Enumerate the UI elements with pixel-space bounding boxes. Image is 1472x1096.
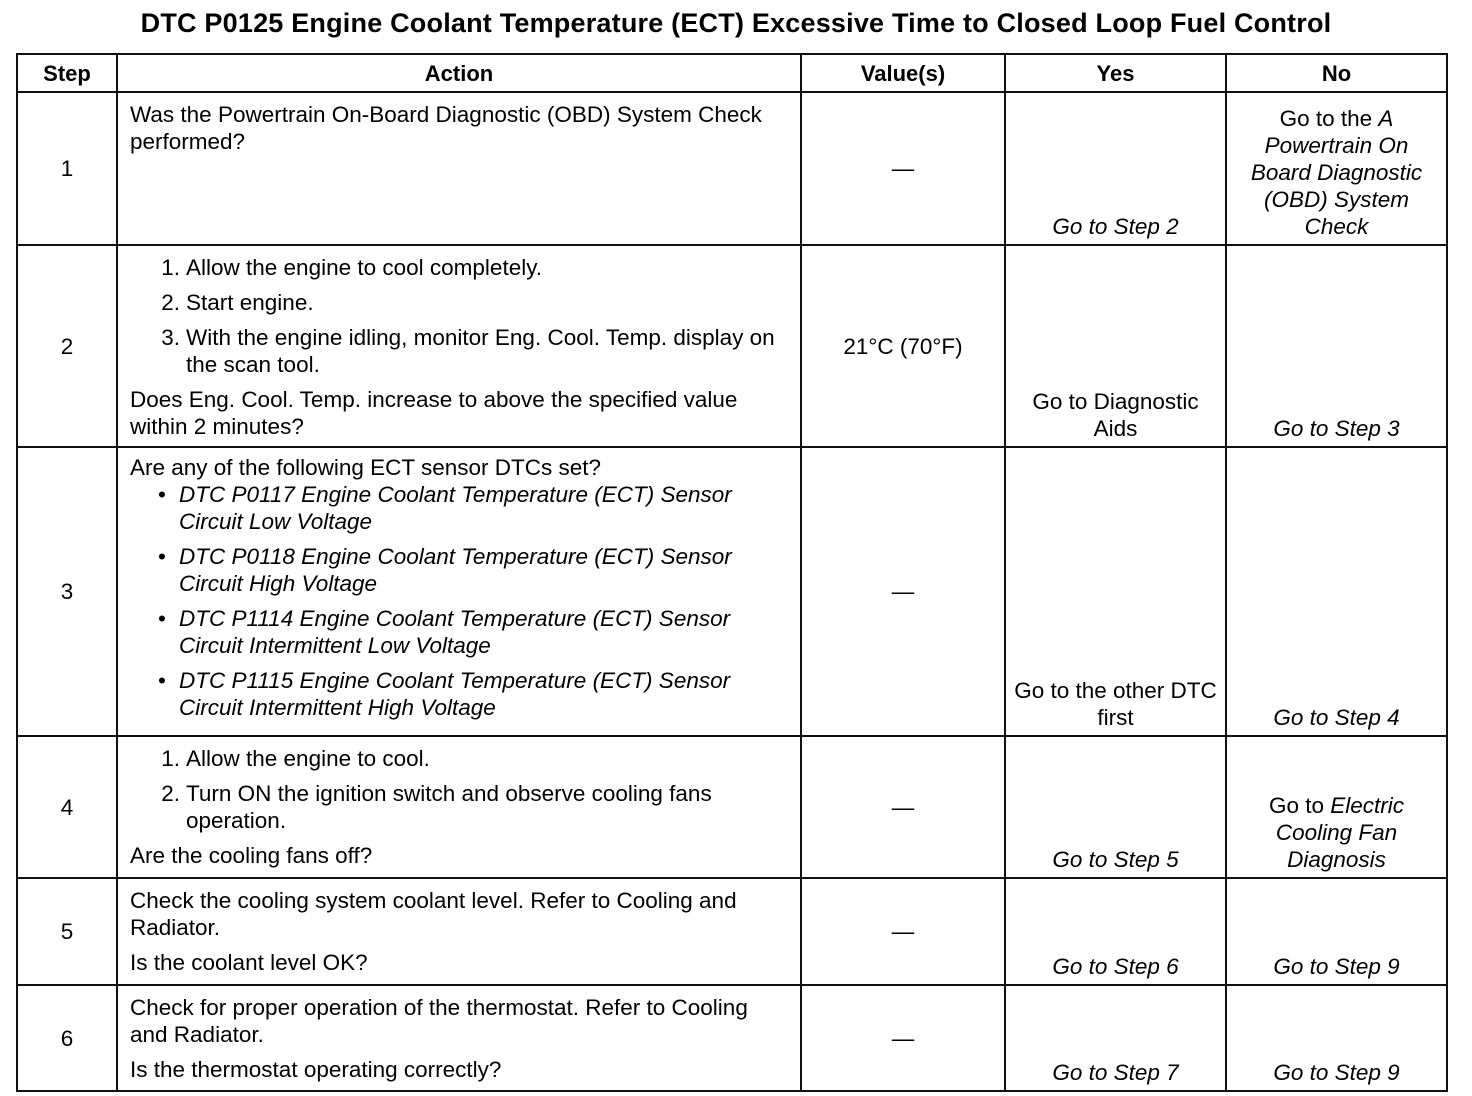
header-row — [17, 54, 1447, 92]
header-yes: Yes — [1005, 54, 1226, 92]
procedure-step: 2. Start engine. — [161, 290, 314, 315]
header-values: Value(s) — [801, 54, 1005, 92]
yes-link[interactable]: Go to the other DTC first — [1005, 447, 1226, 736]
procedure-step: 1. Allow the engine to cool. — [161, 746, 430, 771]
step-number: 5 — [17, 878, 117, 985]
value-cell: — — [801, 92, 1005, 245]
step-number: 1 — [17, 92, 117, 245]
action-cell — [117, 447, 801, 736]
question-text: Does Eng. Cool. Temp. increase to above the specified value within 2 minutes? — [130, 387, 738, 439]
procedure-list — [130, 745, 790, 834]
no-prefix: Go to — [1268, 793, 1324, 818]
action-cell — [117, 878, 801, 985]
table-row — [17, 92, 1447, 245]
table-row — [17, 245, 1447, 447]
no-link[interactable]: Go to Step 4 — [1226, 447, 1447, 736]
procedure-step: 1. Allow the engine to cool completely. — [161, 255, 543, 280]
action-text: Check for proper operation of the thermostat. Refer to Cooling and Radiator. — [130, 995, 748, 1047]
dtc-list-item[interactable]: • DTC P0118 Engine Coolant Temperature (ECT) Sensor Circuit High Voltage — [154, 543, 790, 597]
yes-link[interactable]: Go to Step 7 — [1005, 985, 1226, 1091]
no-link[interactable]: Electric Cooling Fan Diagnosis — [1275, 793, 1405, 872]
step-number: 6 — [17, 985, 117, 1091]
dtc-list — [130, 481, 790, 721]
question-text: Are any of the following ECT sensor DTCs set? — [130, 455, 602, 480]
value-cell: — — [801, 985, 1005, 1091]
procedure-list — [130, 254, 790, 378]
yes-link[interactable]: Go to Step 2 — [1005, 92, 1226, 245]
header-action: Action — [117, 54, 801, 92]
yes-link[interactable]: Go to Step 5 — [1005, 736, 1226, 878]
action-text: Was the Powertrain On-Board Diagnostic (OBD) System Check performed? — [130, 102, 762, 154]
dtc-list-item[interactable]: • DTC P1115 Engine Coolant Temperature (ECT) Sensor Circuit Intermittent High Voltage — [154, 667, 790, 721]
no-link[interactable]: A Powertrain On Board Diagnostic (OBD) System Check — [1250, 106, 1423, 239]
yes-link[interactable]: Go to Diagnostic Aids — [1005, 245, 1226, 447]
value-cell: 21°C (70°F) — [801, 245, 1005, 447]
dtc-list-item[interactable]: • DTC P1114 Engine Coolant Temperature (ECT) Sensor Circuit Intermittent Low Voltage — [154, 605, 790, 659]
question-text: Are the cooling fans off? — [130, 843, 373, 868]
question-text: Is the coolant level OK? — [130, 950, 368, 975]
value-cell: — — [801, 736, 1005, 878]
dtc-list-item[interactable]: • DTC P0117 Engine Coolant Temperature (ECT) Sensor Circuit Low Voltage — [154, 481, 790, 535]
step-number: 4 — [17, 736, 117, 878]
action-text: Check the cooling system coolant level. Refer to Cooling and Radiator. — [130, 888, 737, 940]
action-cell — [117, 245, 801, 447]
no-link[interactable]: Go to Step 3 — [1226, 245, 1447, 447]
table-row — [17, 736, 1447, 878]
table-row — [17, 985, 1447, 1091]
header-step: Step — [17, 54, 117, 92]
value-cell: — — [801, 878, 1005, 985]
no-prefix: Go to the — [1279, 106, 1373, 131]
yes-link[interactable]: Go to Step 6 — [1005, 878, 1226, 985]
action-cell — [117, 985, 801, 1091]
procedure-step: 3. With the engine idling, monitor Eng. Cool. Temp. display on the scan tool. — [161, 325, 775, 377]
action-cell — [117, 92, 801, 245]
step-number: 2 — [17, 245, 117, 447]
header-no: No — [1226, 54, 1447, 92]
no-cell[interactable] — [1226, 92, 1447, 245]
action-cell — [117, 736, 801, 878]
no-link[interactable]: Go to Step 9 — [1226, 985, 1447, 1091]
question-text: Is the thermostat operating correctly? — [130, 1057, 502, 1082]
page-title: DTC P0125 Engine Coolant Temperature (ECT) Excessive Time to Closed Loop Fuel Control — [140, 8, 1332, 38]
step-number: 3 — [17, 447, 117, 736]
table-row — [17, 447, 1447, 736]
table-row — [17, 878, 1447, 985]
procedure-step: 2. Turn ON the ignition switch and observe cooling fans operation. — [161, 781, 712, 833]
diagnostic-table — [16, 53, 1448, 1092]
no-cell[interactable] — [1226, 736, 1447, 878]
value-cell: — — [801, 447, 1005, 736]
no-link[interactable]: Go to Step 9 — [1226, 878, 1447, 985]
